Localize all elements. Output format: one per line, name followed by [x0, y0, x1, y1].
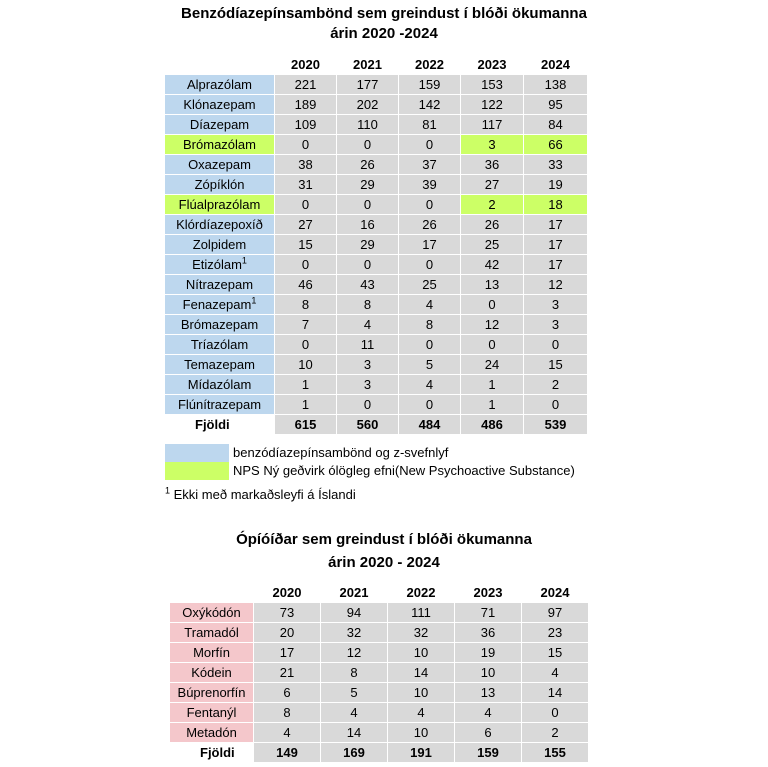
substance-name-cell — [165, 355, 275, 375]
table-row — [170, 643, 589, 663]
substance-name-cell — [165, 135, 275, 155]
substance-name: Fenazepam — [182, 297, 252, 312]
value-cell: 3 — [524, 295, 588, 315]
value-cell: 14 — [388, 663, 455, 683]
value-cell: 0 — [399, 135, 461, 155]
total-value: 486 — [461, 415, 524, 435]
substance-name: Kódein — [191, 665, 232, 680]
value-cell: 0 — [275, 195, 337, 215]
year-header: 2022 — [388, 582, 455, 603]
substance-name: Oxazepam — [188, 157, 251, 172]
value-cell: 17 — [524, 255, 588, 275]
value-cell: 38 — [275, 155, 337, 175]
value-cell: 32 — [321, 623, 388, 643]
value-cell: 189 — [275, 95, 337, 115]
value-cell: 8 — [337, 295, 399, 315]
value-cell: 153 — [461, 75, 524, 95]
value-cell: 4 — [321, 703, 388, 723]
value-cell: 4 — [455, 703, 522, 723]
value-cell: 43 — [337, 275, 399, 295]
value-cell: 0 — [399, 335, 461, 355]
value-cell: 5 — [399, 355, 461, 375]
benzo-total-row — [165, 415, 588, 435]
substance-name-cell — [165, 195, 275, 215]
value-cell: 0 — [524, 395, 588, 415]
substance-name-cell — [165, 335, 275, 355]
value-cell: 0 — [524, 335, 588, 355]
value-cell: 3 — [524, 315, 588, 335]
value-cell: 15 — [275, 235, 337, 255]
table-row — [165, 395, 588, 415]
substance-name: Morfín — [193, 645, 230, 660]
substance-name-cell — [170, 723, 254, 743]
value-cell: 221 — [275, 75, 337, 95]
table-row — [170, 663, 589, 683]
header-corner — [170, 582, 254, 603]
year-header: 2023 — [461, 54, 524, 75]
substance-name-cell — [170, 643, 254, 663]
value-cell: 122 — [461, 95, 524, 115]
value-cell: 32 — [388, 623, 455, 643]
value-cell: 17 — [524, 215, 588, 235]
value-cell: 4 — [337, 315, 399, 335]
table-row — [165, 175, 588, 195]
substance-name: Klónazepam — [183, 97, 256, 112]
value-cell: 4 — [254, 723, 321, 743]
value-cell: 1 — [275, 375, 337, 395]
value-cell: 10 — [275, 355, 337, 375]
substance-name: Flúnítrazepam — [177, 397, 262, 412]
substance-name-cell — [165, 295, 275, 315]
table-row — [170, 683, 589, 703]
substance-name: Temazepam — [184, 357, 255, 372]
table-row — [165, 195, 588, 215]
table-row — [165, 255, 588, 275]
year-header: 2021 — [337, 54, 399, 75]
value-cell: 26 — [461, 215, 524, 235]
value-cell: 4 — [388, 703, 455, 723]
year-header: 2024 — [524, 54, 588, 75]
table-row — [165, 235, 588, 255]
year-header: 2020 — [275, 54, 337, 75]
value-cell: 142 — [399, 95, 461, 115]
value-cell: 0 — [275, 135, 337, 155]
total-value: 169 — [321, 743, 388, 763]
value-cell: 17 — [524, 235, 588, 255]
footnote-text: Ekki með markaðsleyfi á Íslandi — [173, 487, 356, 502]
total-value: 149 — [254, 743, 321, 763]
substance-name: Klórdíazepoxíð — [176, 217, 263, 232]
value-cell: 8 — [254, 703, 321, 723]
value-cell: 0 — [337, 255, 399, 275]
substance-name-cell — [165, 275, 275, 295]
value-cell: 73 — [254, 603, 321, 623]
substance-name-cell — [165, 235, 275, 255]
value-cell: 8 — [321, 663, 388, 683]
value-cell: 1 — [461, 375, 524, 395]
value-cell: 8 — [275, 295, 337, 315]
value-cell: 42 — [461, 255, 524, 275]
value-cell: 11 — [337, 335, 399, 355]
value-cell: 13 — [461, 275, 524, 295]
value-cell: 36 — [455, 623, 522, 643]
value-cell: 13 — [455, 683, 522, 703]
value-cell: 29 — [337, 235, 399, 255]
value-cell: 109 — [275, 115, 337, 135]
value-cell: 17 — [254, 643, 321, 663]
table-row — [165, 215, 588, 235]
substance-name-cell — [170, 683, 254, 703]
total-label: Fjöldi — [165, 415, 275, 435]
value-cell: 12 — [321, 643, 388, 663]
value-cell: 15 — [522, 643, 589, 663]
value-cell: 29 — [337, 175, 399, 195]
value-cell: 7 — [275, 315, 337, 335]
value-cell: 15 — [524, 355, 588, 375]
table-row — [165, 355, 588, 375]
value-cell: 0 — [399, 195, 461, 215]
value-cell: 0 — [522, 703, 589, 723]
substance-name: Tríazólam — [190, 337, 249, 352]
value-cell: 16 — [337, 215, 399, 235]
value-cell: 71 — [455, 603, 522, 623]
total-label: Fjöldi — [170, 743, 254, 763]
substance-name: Nítrazepam — [185, 277, 254, 292]
value-cell: 10 — [455, 663, 522, 683]
value-cell: 0 — [275, 255, 337, 275]
value-cell: 10 — [388, 723, 455, 743]
legend-benzo — [165, 444, 635, 462]
value-cell: 26 — [337, 155, 399, 175]
year-header: 2021 — [321, 582, 388, 603]
value-cell: 39 — [399, 175, 461, 195]
legend-nps-text: NPS Ný geðvirk ólögleg efni(New Psychoactive Substance) — [233, 463, 575, 478]
total-value: 560 — [337, 415, 399, 435]
substance-name: Oxýkódón — [182, 605, 241, 620]
value-cell: 12 — [524, 275, 588, 295]
year-header: 2022 — [399, 54, 461, 75]
substance-name-cell — [165, 155, 275, 175]
substance-name: Flúalprazólam — [178, 197, 261, 212]
value-cell: 0 — [399, 255, 461, 275]
substance-name: Búprenorfín — [177, 685, 246, 700]
value-cell: 0 — [461, 295, 524, 315]
value-cell: 14 — [321, 723, 388, 743]
substance-name: Metadón — [186, 725, 237, 740]
value-cell: 94 — [321, 603, 388, 623]
table-row — [170, 703, 589, 723]
value-cell: 202 — [337, 95, 399, 115]
substance-name: Fentanýl — [186, 705, 237, 720]
opioid-header-row — [170, 582, 589, 603]
year-header: 2024 — [522, 582, 589, 603]
substance-name-cell — [165, 95, 275, 115]
value-cell: 110 — [337, 115, 399, 135]
benzo-title-line2: árin 2020 -2024 — [330, 25, 438, 42]
substance-name-cell — [165, 255, 275, 275]
substance-name-cell — [170, 703, 254, 723]
value-cell: 37 — [399, 155, 461, 175]
value-cell: 19 — [524, 175, 588, 195]
substance-name-cell — [170, 623, 254, 643]
year-header: 2020 — [254, 582, 321, 603]
value-cell: 17 — [399, 235, 461, 255]
table-row — [165, 275, 588, 295]
value-cell: 2 — [522, 723, 589, 743]
value-cell: 0 — [275, 335, 337, 355]
value-cell: 14 — [522, 683, 589, 703]
total-value: 191 — [388, 743, 455, 763]
table-row — [165, 75, 588, 95]
value-cell: 33 — [524, 155, 588, 175]
opioid-total-row — [170, 743, 589, 763]
substance-name: Etizólam — [192, 257, 242, 272]
substance-name: Tramadól — [184, 625, 239, 640]
value-cell: 84 — [524, 115, 588, 135]
table-row — [165, 295, 588, 315]
table-row — [165, 115, 588, 135]
substance-name: Zolpidem — [192, 237, 247, 252]
value-cell: 1 — [275, 395, 337, 415]
value-cell: 117 — [461, 115, 524, 135]
value-cell: 0 — [337, 395, 399, 415]
value-cell: 3 — [337, 355, 399, 375]
value-cell: 20 — [254, 623, 321, 643]
table-row — [165, 135, 588, 155]
value-cell: 10 — [388, 683, 455, 703]
legend-swatch-green — [165, 462, 229, 480]
value-cell: 25 — [399, 275, 461, 295]
value-cell: 177 — [337, 75, 399, 95]
footnote — [165, 487, 356, 502]
legend-nps — [165, 462, 635, 480]
value-cell: 111 — [388, 603, 455, 623]
value-cell: 26 — [399, 215, 461, 235]
table-row — [165, 315, 588, 335]
total-value: 159 — [455, 743, 522, 763]
substance-name: Alprazólam — [186, 77, 253, 92]
header-corner — [165, 54, 275, 75]
value-cell: 81 — [399, 115, 461, 135]
value-cell: 0 — [461, 335, 524, 355]
substance-name-cell — [165, 395, 275, 415]
total-value: 539 — [524, 415, 588, 435]
substance-name-cell — [165, 75, 275, 95]
value-cell: 4 — [399, 375, 461, 395]
table-row — [165, 335, 588, 355]
total-value: 155 — [522, 743, 589, 763]
value-cell: 0 — [337, 135, 399, 155]
total-value: 484 — [399, 415, 461, 435]
value-cell: 36 — [461, 155, 524, 175]
substance-name-cell — [165, 375, 275, 395]
footnote-ref: 1 — [251, 295, 257, 306]
table-row — [165, 155, 588, 175]
value-cell: 4 — [399, 295, 461, 315]
substance-name: Brómazólam — [183, 137, 256, 152]
substance-name-cell — [170, 663, 254, 683]
value-cell: 27 — [275, 215, 337, 235]
table-row — [170, 623, 589, 643]
opioid-table — [170, 582, 589, 763]
substance-name: Mídazólam — [187, 377, 252, 392]
value-cell: 0 — [399, 395, 461, 415]
footnote-ref: 1 — [241, 255, 247, 266]
value-cell: 159 — [399, 75, 461, 95]
benzo-title-line1: Benzódíazepínsambönd sem greindust í blóði ökumanna — [181, 5, 587, 22]
value-cell: 138 — [524, 75, 588, 95]
value-cell: 0 — [337, 195, 399, 215]
value-cell: 3 — [461, 135, 524, 155]
opioid-title-line1: Ópíóíðar sem greindust í blóði ökumanna — [236, 531, 532, 548]
value-cell: 6 — [455, 723, 522, 743]
total-value: 615 — [275, 415, 337, 435]
substance-name-cell — [165, 175, 275, 195]
legend-swatch-blue — [165, 444, 229, 462]
value-cell: 66 — [524, 135, 588, 155]
value-cell: 18 — [524, 195, 588, 215]
value-cell: 95 — [524, 95, 588, 115]
substance-name: Brómazepam — [180, 317, 259, 332]
value-cell: 5 — [321, 683, 388, 703]
benzo-table — [165, 54, 588, 435]
value-cell: 1 — [461, 395, 524, 415]
value-cell: 46 — [275, 275, 337, 295]
substance-name-cell — [170, 603, 254, 623]
value-cell: 2 — [524, 375, 588, 395]
year-header: 2023 — [455, 582, 522, 603]
value-cell: 19 — [455, 643, 522, 663]
value-cell: 21 — [254, 663, 321, 683]
value-cell: 3 — [337, 375, 399, 395]
value-cell: 31 — [275, 175, 337, 195]
value-cell: 23 — [522, 623, 589, 643]
table-row — [165, 375, 588, 395]
substance-name-cell — [165, 115, 275, 135]
value-cell: 8 — [399, 315, 461, 335]
value-cell: 4 — [522, 663, 589, 683]
value-cell: 97 — [522, 603, 589, 623]
table-row — [170, 603, 589, 623]
benzo-header-row — [165, 54, 588, 75]
substance-name: Zópíklón — [194, 177, 245, 192]
opioid-title-line2: árin 2020 - 2024 — [328, 554, 440, 571]
value-cell: 2 — [461, 195, 524, 215]
value-cell: 24 — [461, 355, 524, 375]
table-row — [170, 723, 589, 743]
table-row — [165, 95, 588, 115]
value-cell: 12 — [461, 315, 524, 335]
value-cell: 6 — [254, 683, 321, 703]
value-cell: 25 — [461, 235, 524, 255]
footnote-mark: 1 — [165, 485, 171, 496]
value-cell: 10 — [388, 643, 455, 663]
value-cell: 27 — [461, 175, 524, 195]
legend-benzo-text: benzódíazepínsambönd og z-svefnlyf — [233, 445, 449, 460]
substance-name-cell — [165, 315, 275, 335]
substance-name-cell — [165, 215, 275, 235]
substance-name: Díazepam — [189, 117, 250, 132]
